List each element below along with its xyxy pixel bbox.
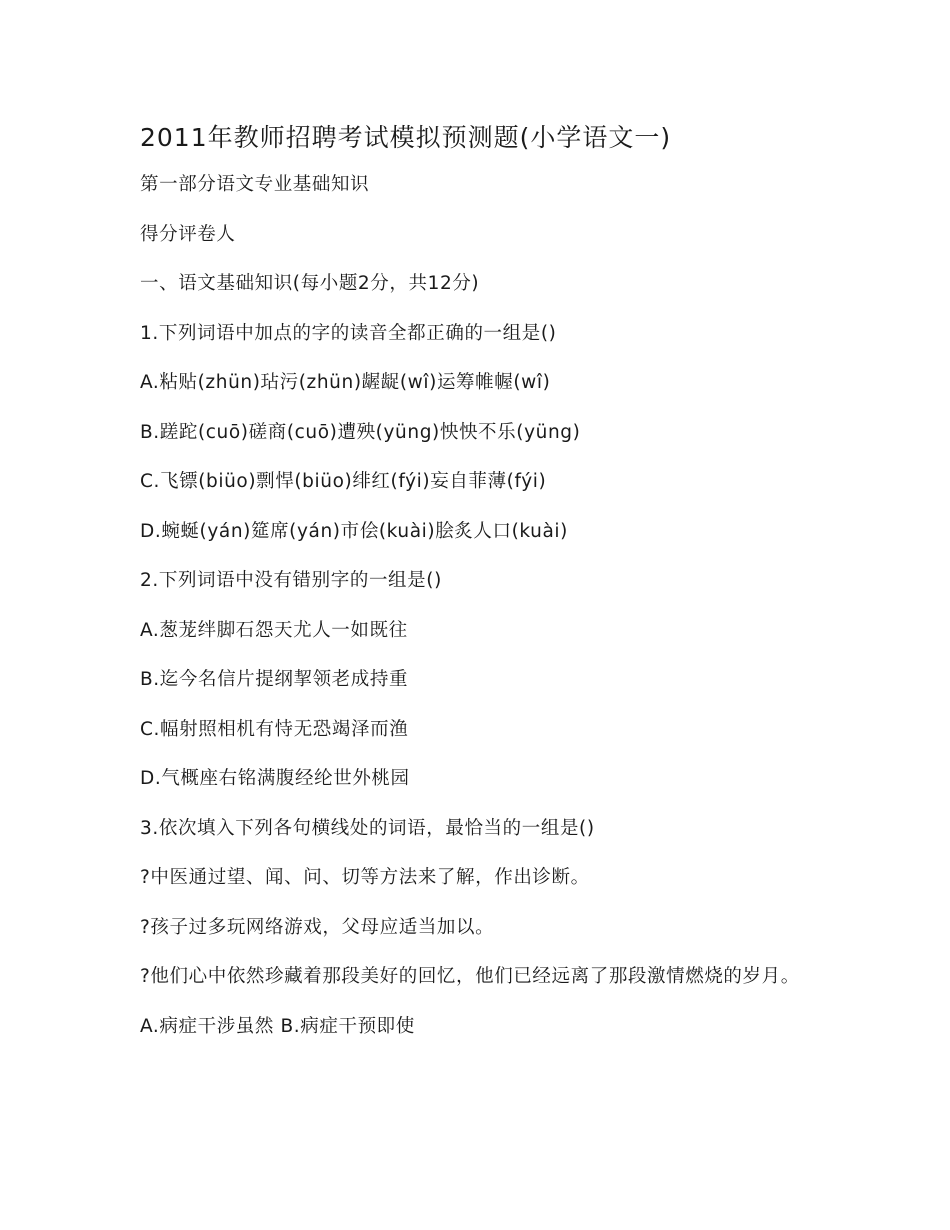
question-1-option-c: C.飞镖(biüo)剽悍(biüo)绯红(fýi)妄自菲薄(fýi) — [140, 471, 547, 492]
question-1-stem: 1.下列词语中加点的字的读音全都正确的一组是() — [140, 322, 557, 344]
question-3-sentence-2: ?孩子过多玩网络游戏，父母应适当加以。 — [140, 916, 495, 938]
document-title: 2011年教师招聘考试模拟预测题(小学语文一) — [140, 123, 672, 152]
score-reviewer-label: 得分评卷人 — [140, 223, 236, 245]
question-2-option-b: B.迄今名信片提纲挈领老成持重 — [140, 669, 409, 690]
question-3-sentence-1: ?中医通过望、闻、问、切等方法来了解，作出诊断。 — [140, 867, 590, 888]
question-3-stem: 3.依次填入下列各句横线处的词语，最恰当的一组是() — [140, 817, 595, 839]
section-heading: 一、语文基础知识(每小题2分，共12分) — [140, 273, 480, 294]
question-2-stem: 2.下列词语中没有错别字的一组是() — [140, 570, 442, 591]
question-2-option-c: C.幅射照相机有恃无恐竭泽而渔 — [140, 718, 409, 740]
part-heading: 第一部分语文专业基础知识 — [140, 174, 370, 195]
question-3-sentence-3: ?他们心中依然珍藏着那段美好的回忆，他们已经远离了那段激情燃烧的岁月。 — [140, 966, 800, 987]
question-1-option-d: D.蜿蜒(yán)筵席(yán)市侩(kuài)脍炙人口(kuài) — [140, 520, 568, 542]
question-1-option-b: B.蹉跎(cuō)磋商(cuō)遭殃(yüng)怏怏不乐(yüng) — [140, 421, 581, 443]
question-1-option-a: A.粘贴(zhün)玷污(zhün)龌龊(wî)运筹帷幄(wî) — [140, 372, 551, 393]
question-3-options-ab: A.病症干涉虽然 B.病症干预即使 — [140, 1015, 415, 1037]
document-body — [140, 118, 810, 1061]
question-2-option-d: D.气概座右铭满腹经纶世外桃园 — [140, 768, 410, 789]
question-2-option-a: A.葱茏绊脚石怨天尤人一如既往 — [140, 619, 408, 641]
